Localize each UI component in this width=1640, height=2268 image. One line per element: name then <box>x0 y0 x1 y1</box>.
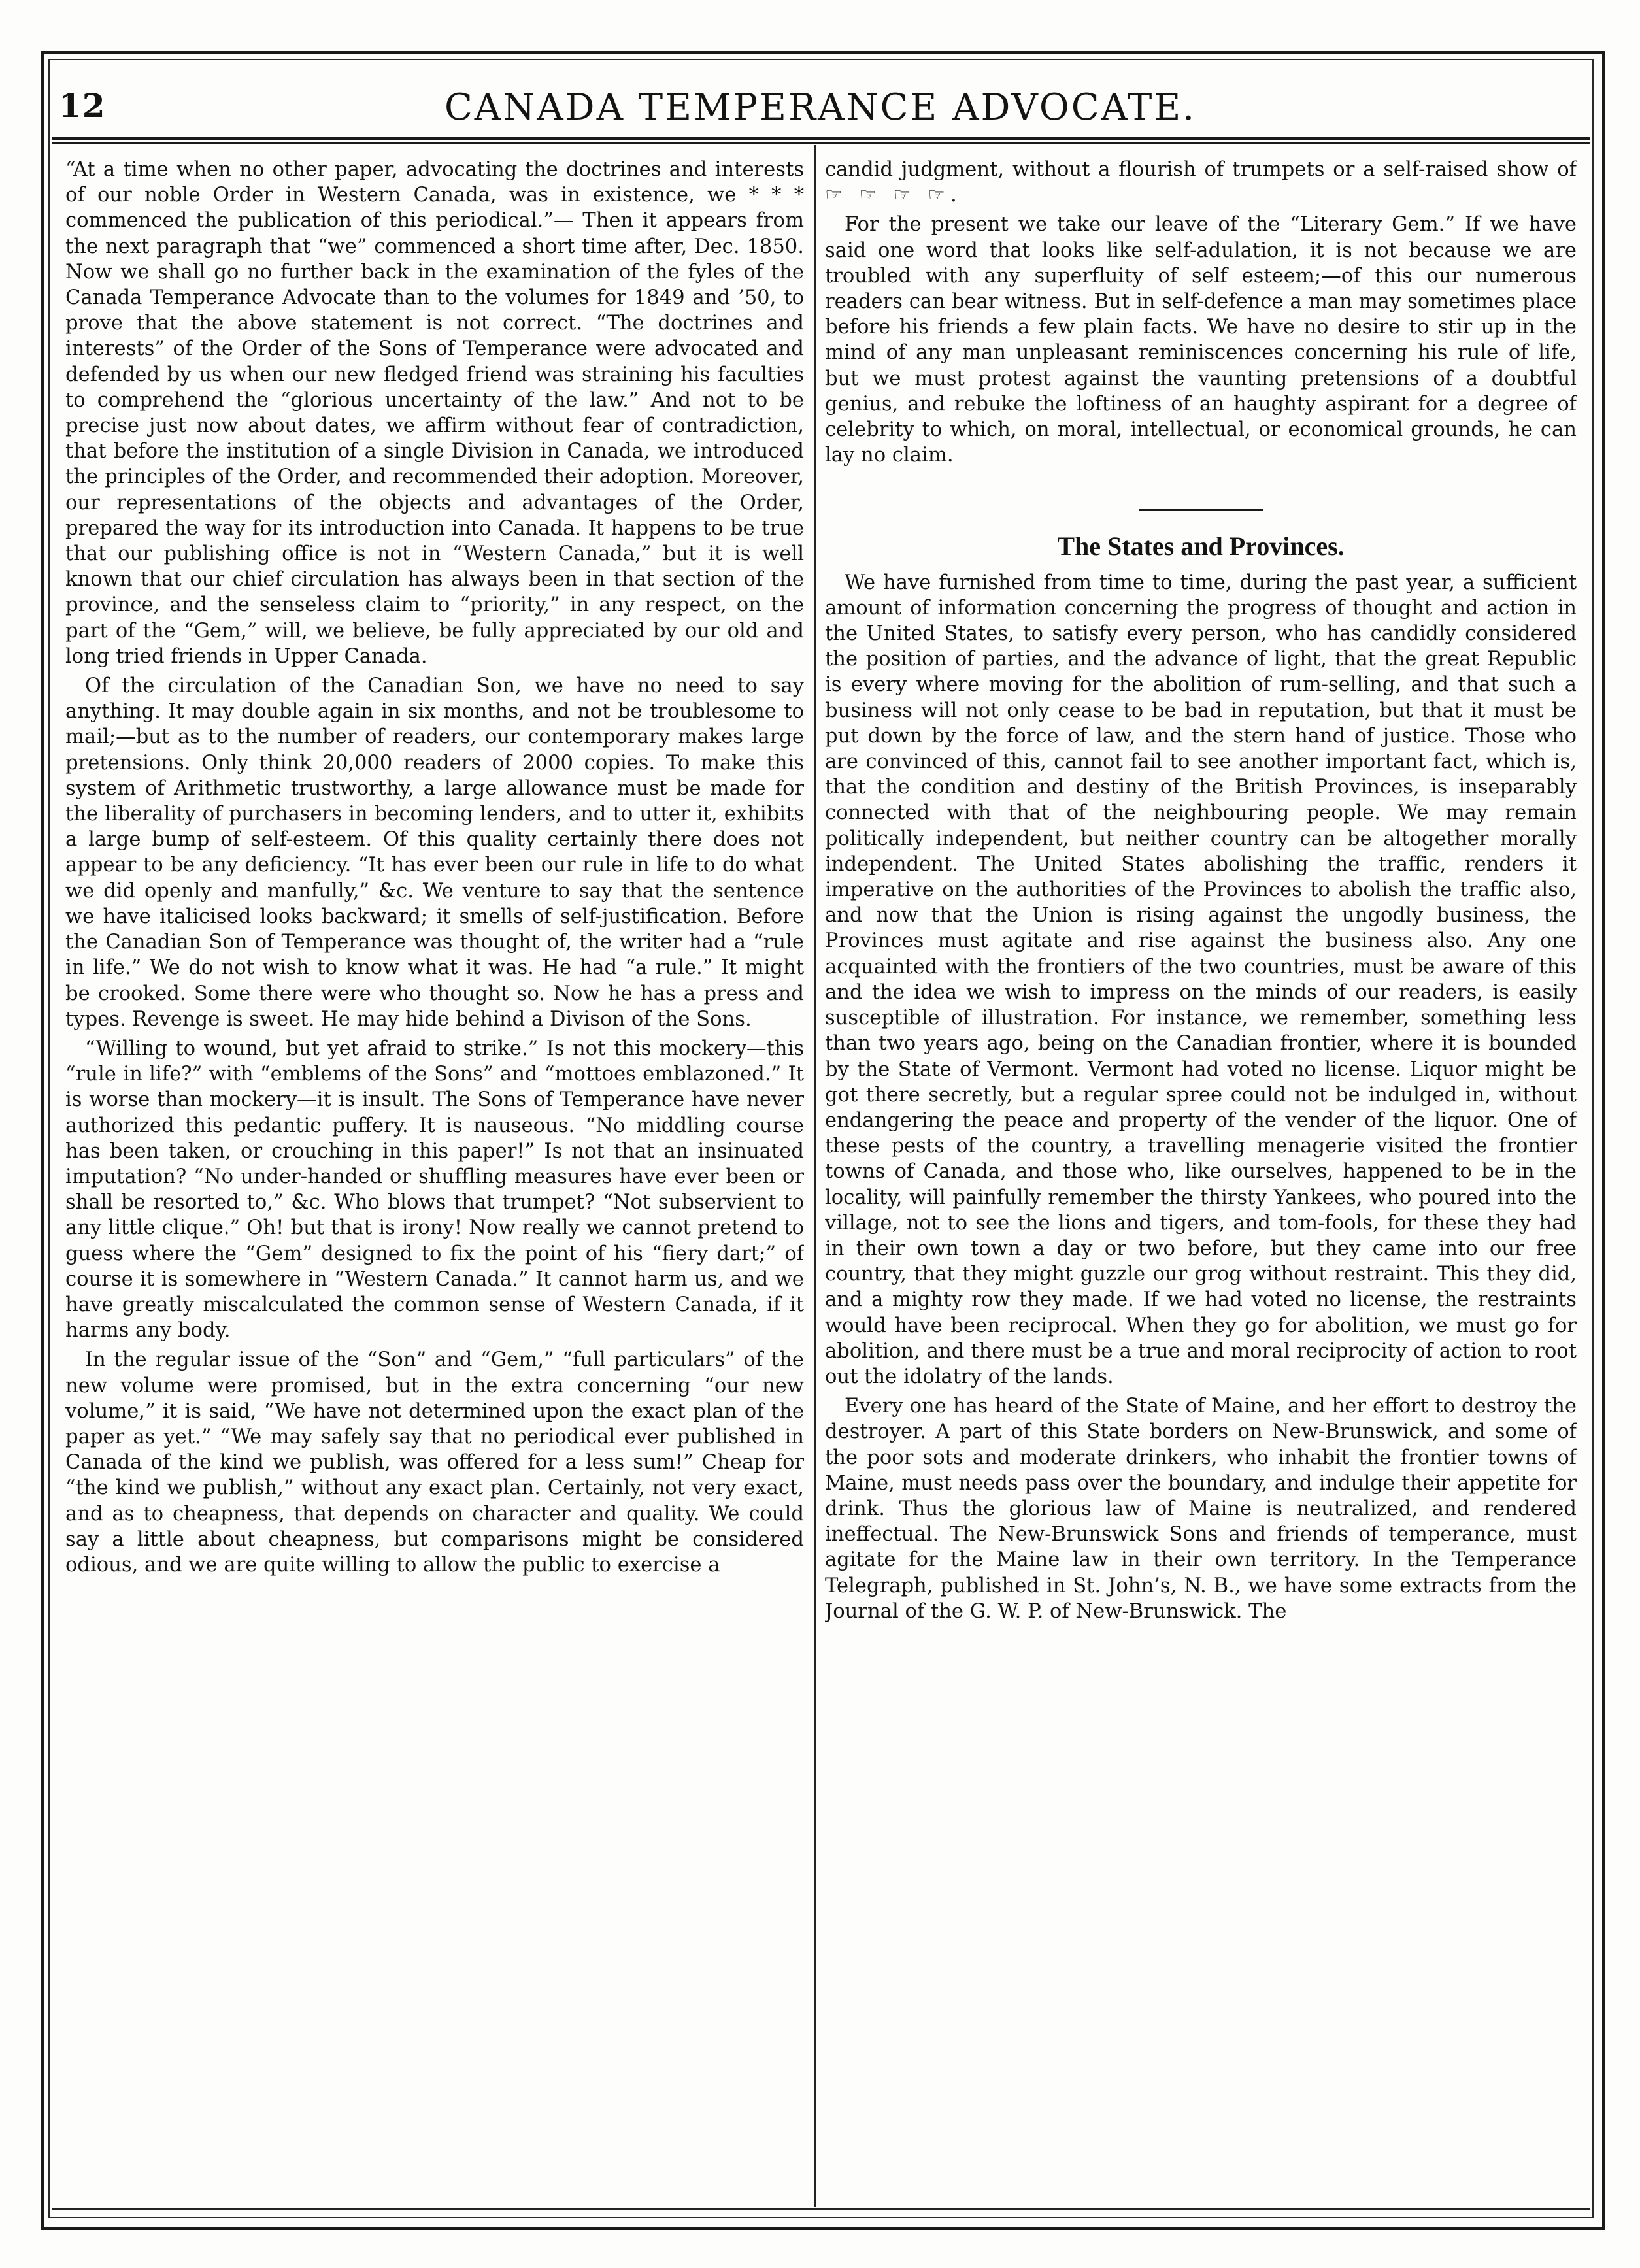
page-number: 12 <box>59 86 106 125</box>
article-paragraph: Every one has heard of the State of Maine, and her effort to destroy the destroyer. A part of this State borders on New-Brunswick, and some of the poor sots and moderate drinkers, who inhabit the frontier towns of Maine, must needs pass over the boundary, and indulge their appetite for drink. Thus the glorious law of Maine is neutralized, and rendered ineffectual. The New-Brunswick Sons and friends of temperance, must agitate for the Maine law in their own territory. In the Temperance Telegraph, published in St. John’s, N. B., we have some extracts from the Journal of the G. W. P. of New-Brunswick. The <box>825 1395 1577 1623</box>
pointing-hand-icons: ☞ ☞ ☞ ☞. <box>825 184 962 207</box>
article-paragraph: “At a time when no other paper, advocating the doctrines and interests of our noble Order in Western Canada, was in existence, we * * * commenced the publication of this periodical.”— Then it appears from the next paragraph that “we” commenced a short time after, Dec. 1850. Now we shall go no further back in the examination of the fyles of the Canada Temperance Advocate than to the volumes for 1849 and ’50, to prove that the above statement is not correct. “The doctrines and interests” of the Order of the Sons of Temperance were advocated and defended by us when our new fledged friend was straining his faculties to comprehend the “glorious uncertainty of the law.” And not to be precise just now about dates, we affirm without fear of contradiction, that before the institution of a single Division in Canada, we introduced the principles of the Order, and recommended their adoption. Moreover, our representations of the objects and advantages of the Order, prepared the way for its introduction into Canada. It happens to be true that our publishing office is not in “Western Canada,” but it is well known that our chief circulation has always been in that section of the province, and the senseless claim to “priority,” in any respect, on the part of the “Gem,” will, we believe, be fully appreciated by our old and long tried friends in Upper Canada. <box>65 158 804 668</box>
header-rule-thin <box>52 142 1590 144</box>
column-divider <box>814 145 816 2207</box>
article-paragraph <box>825 157 1577 208</box>
article-paragraph: For the present we take our leave of the “Literary Gem.” If we have said one word that looks like self-adulation, it is not because we are troubled with any superfluity of self esteem;—of this our numerous readers can bear witness. But in self-defence a man may sometimes place before his friends a few plain facts. We have no desire to stir up in the mind of any man unpleasant reminiscences concerning his rule of life, but we must protest against the vaunting pretensions of a doubtful genius, and rebuke the loftiness of an haughty aspirant for a degree of celebrity to which, on moral, intellectual, or economical grounds, he can lay no claim. <box>825 213 1577 467</box>
section-divider <box>1139 509 1263 511</box>
footer-rule <box>52 2208 1590 2210</box>
article-paragraph: “Willing to wound, but yet afraid to strike.” Is not this mockery—this “rule in life?” with “emblems of the Sons” and “mottoes emblazoned.” It is worse than mockery—it is insult. The Sons of Temperance have never authorized this pedantic puffery. It is nauseous. “No middling course has been taken, or crouching in this paper!” Is not that an insinuated imputation? “No under-handed or shuffling measures have ever been or shall be resorted to,” &c. Who blows that trumpet? “Not subservient to any little clique.” Oh! but that is irony! Now really we cannot pretend to guess where the “Gem” designed to fix the point of his “fiery dart;” of course it is somewhere in “Western Canada.” It cannot harm us, and we have greatly miscalculated the common sense of Western Canada, if it harms any body. <box>65 1037 804 1342</box>
header-rule <box>52 137 1590 140</box>
left-column <box>65 157 804 2203</box>
continued-text: candid judgment, without a flourish of trumpets or a self-raised show of <box>825 158 1577 181</box>
section-heading: The States and Provinces. <box>1057 531 1345 561</box>
newspaper-title: CANADA TEMPERANCE ADVOCATE. <box>444 86 1197 129</box>
article-paragraph: In the regular issue of the “Son” and “Gem,” “full particulars” of the new volume were promised, but in the extra concerning “our new volume,” it is said, “We have not determined upon the exact plan of the paper as yet.” “We may safely say that no periodical ever published in Canada of the kind we publish, was offered for a less sum!” Cheap for “the kind we publish,” without any exact plan. Certainly, not very exact, and as to cheapness, that depends on character and quality. We could say a little about cheapness, but comparisons might be considered odious, and we are quite willing to allow the public to exercise a <box>65 1348 804 1576</box>
article-paragraph: We have furnished from time to time, during the past year, a sufficient amount of information concerning the progress of thought and action in the United States, to satisfy every person, who has candidly considered the position of parties, and the advance of light, that the great Republic is every where moving for the abolition of rum-selling, and that such a business will not only cease to be bad in reputation, but that it must be put down by the force of law, and the stern hand of justice. Those who are convinced of this, cannot fail to see another important fact, which is, that the condition and destiny of the British Provinces, is inseparably connected with that of the neighbouring people. We may remain politically independent, but neither country can be altogether morally independent. The United States abolishing the traffic, renders it imperative on the authorities of the Provinces to abolish the traffic also, and now that the Union is rising against the ungodly business, the Provinces must agitate and rise against the business also. Any one acquainted with the frontiers of the two countries, must be aware of this and the idea we wish to impress on the minds of our readers, is easily susceptible of illustration. For instance, we remember, something less than two years ago, being on the Canadian frontier, where it is bounded by the State of Vermont. Vermont had voted no license. Liquor might be got there secretly, but a regular spree could not be indulged in, without endangering the peace and property of the vender of the liquor. One of these pests of the country, a travelling menagerie visited the frontier towns of Canada, and those who, like ourselves, happened to be in the locality, will painfully remember the thirsty Yankees, who poured into the village, not to see the lions and tigers, and tom-fools, for these they had in their own town a day or two before, but they came into our free country, that they might guzzle our grog without restraint. This they did, and a mighty row they made. If we had voted no license, the restraints would have been reciprocal. When they go for abolition, we must go for abolition, and there must be a true and moral reciprocity of action to root out the idolatry of the lands. <box>825 571 1577 1388</box>
right-column <box>825 157 1577 2203</box>
article-paragraph: Of the circulation of the Canadian Son, we have no need to say anything. It may double again in six months, and not be troublesome to mail;—but as to the number of readers, our contemporary makes large pretensions. Only think 20,000 readers of 2000 copies. To make this system of Arithmetic trustworthy, a large allowance must be made for the liberality of purchasers in becoming lenders, and to utter it, exhibits a large bump of self-esteem. Of this quality certainly there does not appear to be any deficiency. “It has ever been our rule in life to do what we did openly and manfully,” &c. We venture to say that the sentence we have italicised looks backward; it smells of self-justification. Before the Canadian Son of Temperance was thought of, the writer had a “rule in life.” We do not wish to know what it was. He had “a rule.” It might be crooked. Some there were who thought so. Now he has a press and types. Revenge is sweet. He may hide behind a Divison of the Sons. <box>65 675 804 1031</box>
